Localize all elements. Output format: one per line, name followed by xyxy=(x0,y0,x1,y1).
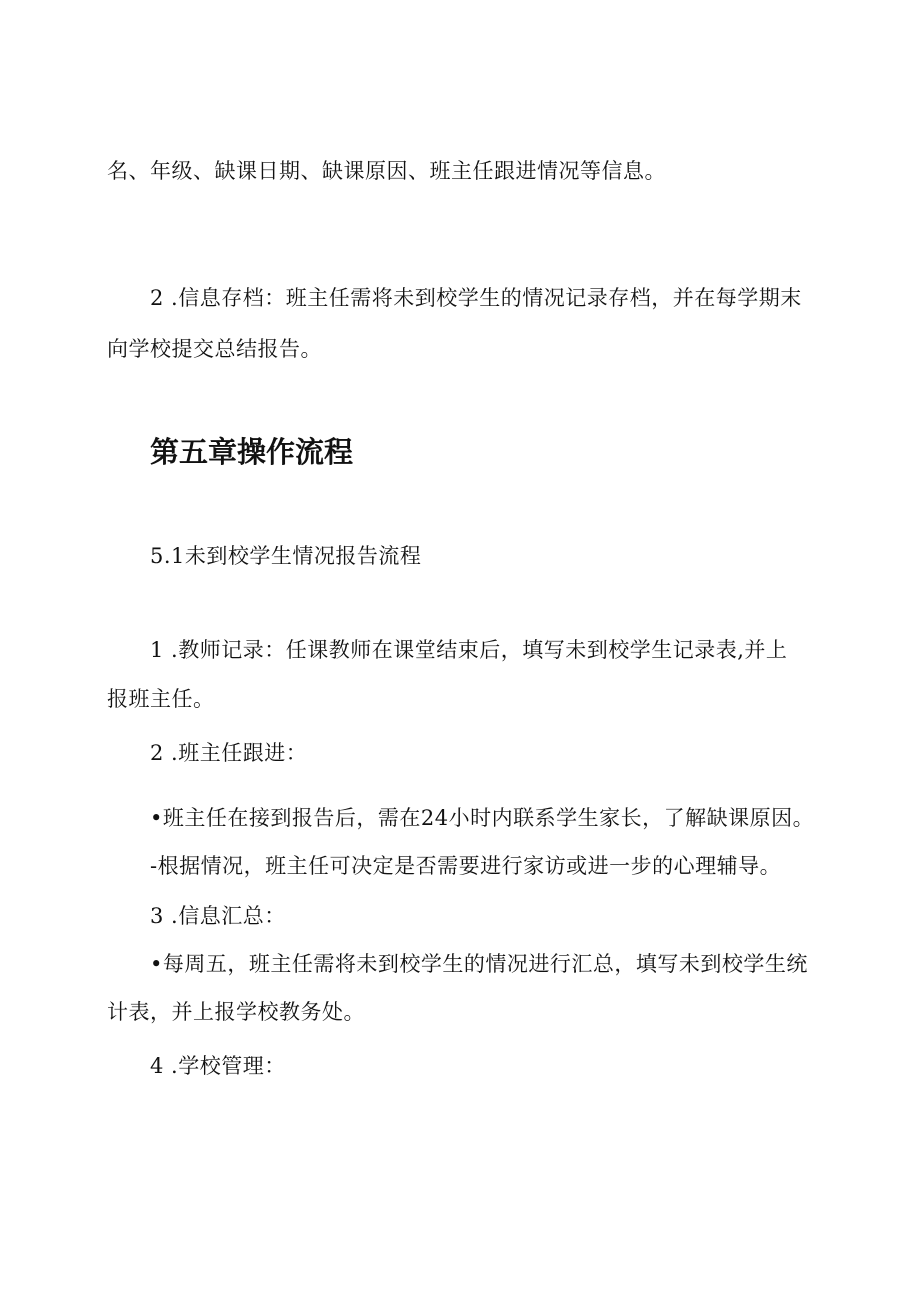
paragraph-line-2: 2 .信息存档：班主任需将未到校学生的情况记录存档，并在每学期末 xyxy=(150,286,802,310)
paragraph-line-5: 报班主任。 xyxy=(107,687,215,711)
paragraph-line-9: 3 .信息汇总： xyxy=(150,904,286,928)
paragraph-line-6: 2 .班主任跟进： xyxy=(150,741,308,765)
paragraph-line-1: 名、年级、缺课日期、缺课原因、班主任跟进情况等信息。 xyxy=(107,159,666,183)
paragraph-line-8: -根据情况，班主任可决定是否需要进行家访或进一步的心理辅导。 xyxy=(150,854,782,878)
paragraph-line-10: •每周五，班主任需将未到校学生的情况进行汇总，填写未到校学生统 xyxy=(150,952,808,976)
paragraph-line-4: 1 .教师记录：任课教师在课堂结束后，填写未到校学生记录表,并上 xyxy=(150,638,788,662)
paragraph-line-12: 4 .学校管理： xyxy=(150,1054,286,1078)
section-title: 5.1未到校学生情况报告流程 xyxy=(150,544,422,568)
paragraph-line-11: 计表，并上报学校教务处。 xyxy=(107,1000,365,1024)
paragraph-line-3: 向学校提交总结报告。 xyxy=(107,337,322,361)
chapter-heading: 第五章操作流程 xyxy=(150,435,354,469)
paragraph-line-7: •班主任在接到报告后，需在24小时内联系学生家长，了解缺课原因。 xyxy=(150,806,815,830)
